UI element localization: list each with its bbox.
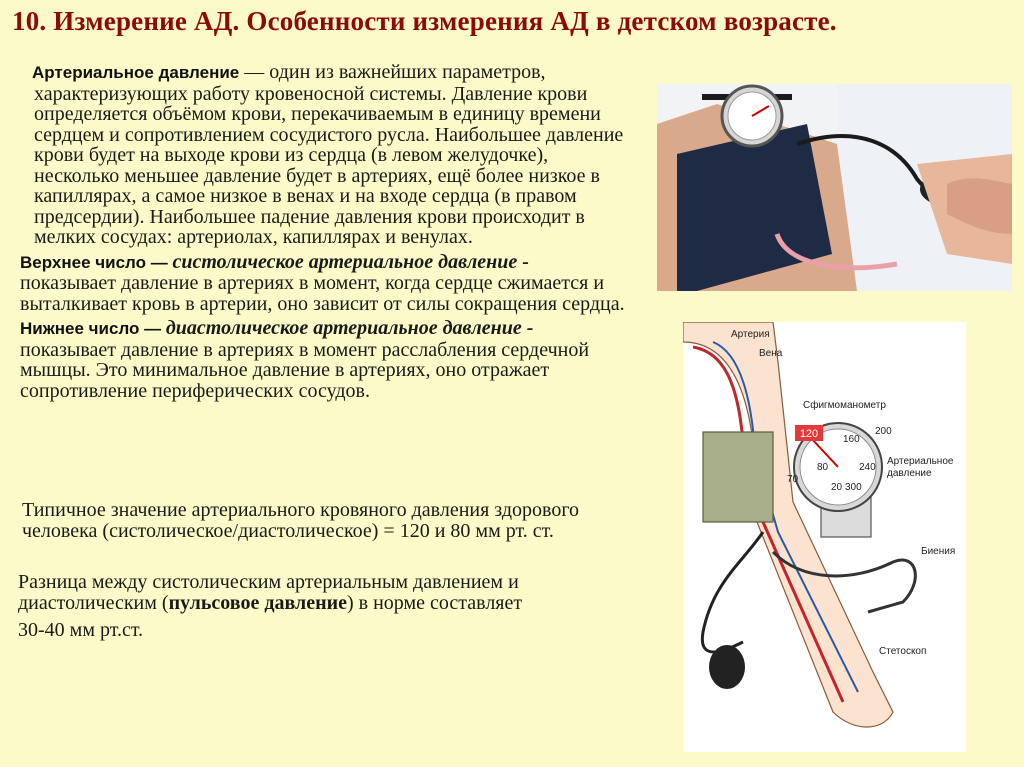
pulse-range: 30-40 мм рт.ст. [18,619,144,641]
label-stethoscope: Стетоскоп [879,646,927,657]
label-sphygmomanometer: Сфигмоманометр [803,400,886,411]
label-artery: Артерия [731,329,770,340]
pulse-after: ) в норме составляет [347,592,523,614]
p1-first-line: — один из важнейших параметров, [239,61,546,83]
label-vein: Вена [759,348,783,359]
label-bp-2: давление [887,468,932,479]
tick-20: 20 [831,482,843,493]
paragraph-diastolic [18,318,638,401]
typical-value-text: Типичное значение артериального кровяного давления здорового человека (систолическое/диастолическое) = 120 и 80 мм рт. ст. [22,499,580,542]
main-text [18,62,638,401]
page-title: 10. Измерение АД. Особенности измерения АД в детском возрасте. [12,6,837,36]
tick-300: 300 [845,482,862,493]
label-bp-1: Артериальное [887,456,954,467]
paragraph-pulse-pressure [18,572,618,641]
reading-value: 120 [799,428,819,440]
paragraph-typical-value [18,500,618,542]
tick-160: 160 [843,434,860,445]
diastolic-rest: показывает давление в артериях в момент расслабления сердечной мышцы. Это минимальное давление в артериях, оно отражает сопротивление периферических сосудов. [20,338,590,402]
term-blood-pressure: Артериальное давление [32,63,240,82]
cuff-photo [657,84,1012,291]
tick-200: 200 [875,426,892,437]
cuff-band [703,432,773,522]
systolic-lead: Верхнее число — [20,252,173,272]
bp-measurement-diagram [683,322,966,752]
pulse-before: Разница между систолическим артериальным давлением и диастолическим ( [18,571,519,614]
pump-bulb-icon [709,645,745,689]
label-beats: Биения [921,546,956,557]
tick-240: 240 [859,462,876,473]
diagram-svg [683,322,966,752]
tick-80: 80 [817,462,829,473]
paragraph-systolic [18,252,638,315]
diastolic-term: диастолическое артериальное давление - [165,317,534,339]
systolic-rest: показывает давление в артериях в момент, когда сердце сжимается и выталкивает кровь в артерии, оно зависит от силы сокращения сердца. [20,272,625,315]
p1-rest: характеризующих работу кровеносной системы. Давление крови определяется объёмом крови, перекачиваемым в единицу времени сердцем и сопротивлением сосудистого русла. Наибольшее давление крови будет на выходе крови из сердца (в левом желудочке), несколько меньшее давление будет в артериях, ещё более низкое в капиллярах, а самое низкое в венах и на входе сердца (в правом предсердии). Наибольшее падение давления крови происходит в мелких сосудах: артериолах, капиллярах и венулах. [34,82,624,248]
diastolic-lead: Нижнее число — [20,319,166,338]
paragraph-blood-pressure [18,62,638,248]
pulse-term: пульсовое давление [168,592,347,614]
tick-70: 70 [787,474,799,485]
cuff-photo-illustration [657,84,1012,291]
systolic-term: систолическое артериальное давление - [172,250,529,273]
